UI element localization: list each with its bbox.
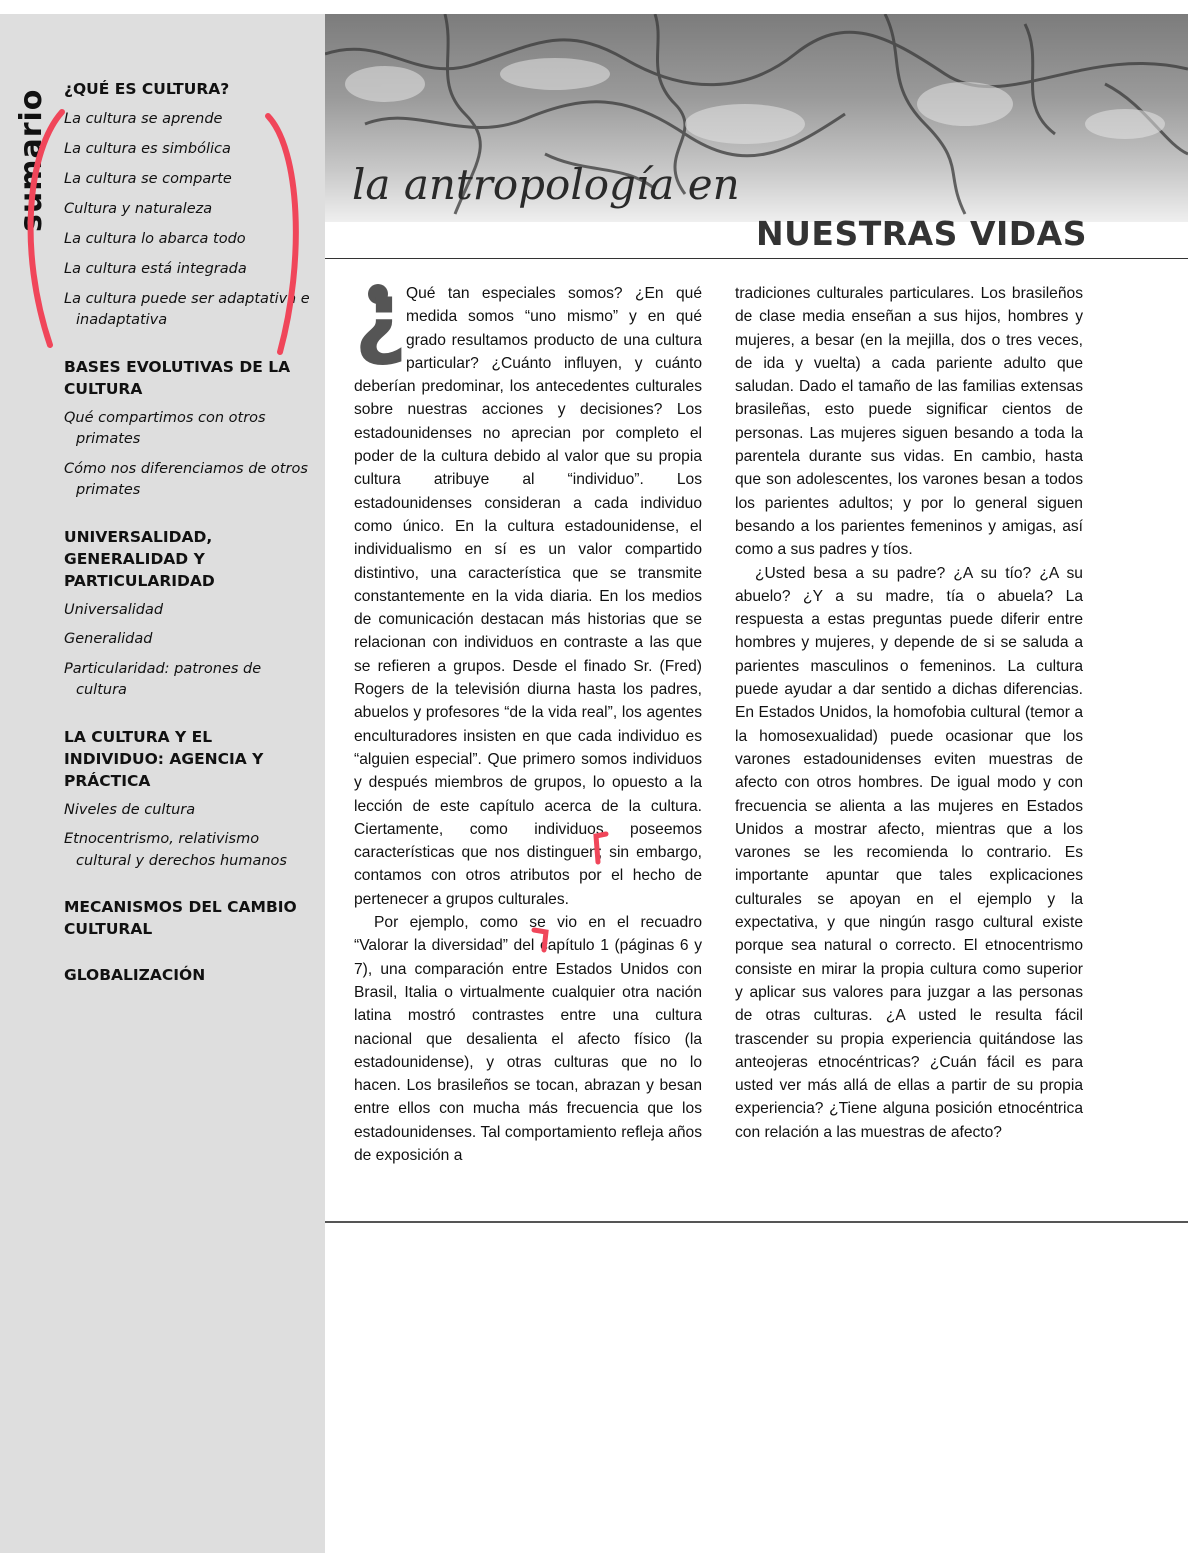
divider-bottom [325, 1221, 1188, 1223]
toc-item: Qué compartimos con otros primates [64, 409, 266, 447]
article-column-left [354, 262, 702, 1167]
toc-heading: LA CULTURA Y EL INDIVIDUO: AGENCIA Y PRÁCTICA [64, 727, 264, 790]
toc-heading: BASES EVOLUTIVAS DE LA CULTURA [64, 357, 291, 398]
toc-section-globalizacion [64, 964, 314, 986]
toc-item: La cultura puede ser adaptativa e inadaptativa [64, 290, 310, 328]
article-paragraph: ¿Usted besa a su padre? ¿A su tío? ¿A su abuelo? ¿Y a su madre, tía o abuela? La respuesta a estas preguntas puede diferir entre hombres y mujeres, y depende de si se saluda a parientes masculinos o femeninos. La cultura puede ayudar a dar sentido a dichas diferencias. En Estados Unidos, la homofobia cultural (temor a la homosexualidad) puede ocasionar que los varones estadounidenses eviten muestras de afecto con otros hombres. De igual modo y con frecuencia se alienta a las mujeres en Estados Unidos a mostrar afecto, mientras que a los varones se les recomienda lo contrario. Es importante apuntar que tales explicaciones culturales se apoyan en el ejemplo y la expectativa, y que ningún rasgo cultural existe porque sea natural o correcto. El etnocentrismo consiste en mirar la propia cultura como superior y aplicar sus valores para juzgar a las personas de otras culturas. ¿A usted le resulta fácil trascender su propia experiencia quitándose las anteojeras etnocéntricas? ¿Cuán fácil es para usted ver más allá de ellas a partir de su propia experiencia? ¿Tiene alguna posición etnocéntrica con relación a las muestras de afecto? [735, 564, 1083, 1141]
toc-item: Etnocentrismo, relativismo cultural y derechos humanos [64, 831, 287, 869]
article-paragraph: Por ejemplo, como se vio en el recuadro “Valorar la diversidad” del capítulo 1 (páginas 6 y 7), una comparación entre Estados Unidos con Brasil, Italia o virtualmente cualquier otra nación latina mostró contrastes entre una cultura nacional que desalienta el afecto físico (la estadounidense), y otras culturas que no lo hacen. Los brasileños se tocan, abrazan y besan entre ellos con mucha más frecuencia que los estadounidenses. Tal comportamiento refleja años de exposición a [354, 914, 702, 1164]
toc-item: Generalidad [64, 631, 153, 647]
toc-section-bases-evolutivas [64, 356, 314, 502]
sumario-label: sumario [14, 88, 49, 232]
toc-section-mecanismos [64, 896, 314, 940]
toc-section-cultura-individuo [64, 726, 314, 873]
article-paragraph [354, 262, 702, 911]
toc-item: Cultura y naturaleza [64, 200, 213, 217]
toc-heading: ¿QUÉ ES CULTURA? [64, 80, 230, 98]
toc-item: La cultura lo abarca todo [64, 230, 246, 247]
sidebar-toc [0, 0, 325, 1553]
toc-item: Cómo nos diferenciamos de otros primates [64, 460, 308, 498]
toc-heading: UNIVERSALIDAD, GENERALIDAD Y PARTICULARIDAD [64, 527, 215, 590]
toc-item: Universalidad [64, 601, 164, 618]
toc-item: La cultura se comparte [64, 170, 232, 187]
article-paragraph: tradiciones culturales particulares. Los brasileños de clase media enseñan a sus hijos, hombres y mujeres, a besar (en la mejilla, dos o tres veces, de ida y vuelta) a cada pariente adulto que saludan. Dado el tamaño de las familias extensas brasileñas, esto puede significar cientos de personas. Las mujeres siguen besando a toda la parentela durante sus vidas. En cambio, hasta que son adolescentes, los varones besan a todos los parientes adultos; y por lo general siguen besando a los parientes femeninos y amigas, así como a sus padres y tíos. [735, 285, 1083, 559]
article-column-right [735, 282, 1083, 1144]
dropcap-glyph: ¿ [354, 262, 408, 369]
dropcap [354, 262, 408, 369]
toc-item: Niveles de cultura [64, 801, 196, 818]
toc-heading: MECANISMOS DEL CAMBIO CULTURAL [64, 898, 297, 938]
toc-item: La cultura es simbólica [64, 140, 231, 157]
toc-item: Particularidad: patrones de cultura [64, 660, 262, 698]
toc-heading: GLOBALIZACIÓN [64, 966, 206, 984]
table-of-contents [64, 78, 314, 1010]
toc-item: La cultura se aprende [64, 110, 223, 127]
toc-section-que-es-cultura [64, 78, 314, 332]
toc-section-universalidad [64, 526, 314, 702]
article-text: Qué tan especiales somos? ¿En qué medida somos “uno mismo” y en qué grado resultamos producto de una cultura particular? ¿Cuánto influyen, y cuánto deberían predominar, los antecedentes culturales sobre nuestras acciones y decisiones? Los estadounidenses no aprecian por completo el poder de la cultura debido al valor que su propia cultura atribuye al “individuo”. Los estadounidenses consideran a cada individuo como único. En la cultura estadounidense, el individualismo en sí es un valor compartido distintivo, una característica que se transmite constantemente en la vida diaria. En los medios de comunicación destacan más historias que se relacionan con individuos en contraste a las que se refieren a grupos. Desde el finado Sr. (Fred) Rogers de la televisión diurna hasta los padres, abuelos y profesores “de la vida real”, los agentes enculturadores insisten en que cada individuo es “alguien especial”. Que primero somos individuos y después miembros de grupos, lo opuesto a la lección de este capítulo acerca de la cultura. Ciertamente, como individuos poseemos características que nos distinguen; sin embargo, contamos con otros atributos por el hecho de pertenecer a grupos culturales. [354, 285, 702, 908]
banner-title: la antropología en [352, 160, 740, 209]
toc-item: La cultura está integrada [64, 260, 247, 277]
banner-subtitle: NUESTRAS VIDAS [756, 214, 1087, 253]
divider-top [325, 258, 1188, 259]
